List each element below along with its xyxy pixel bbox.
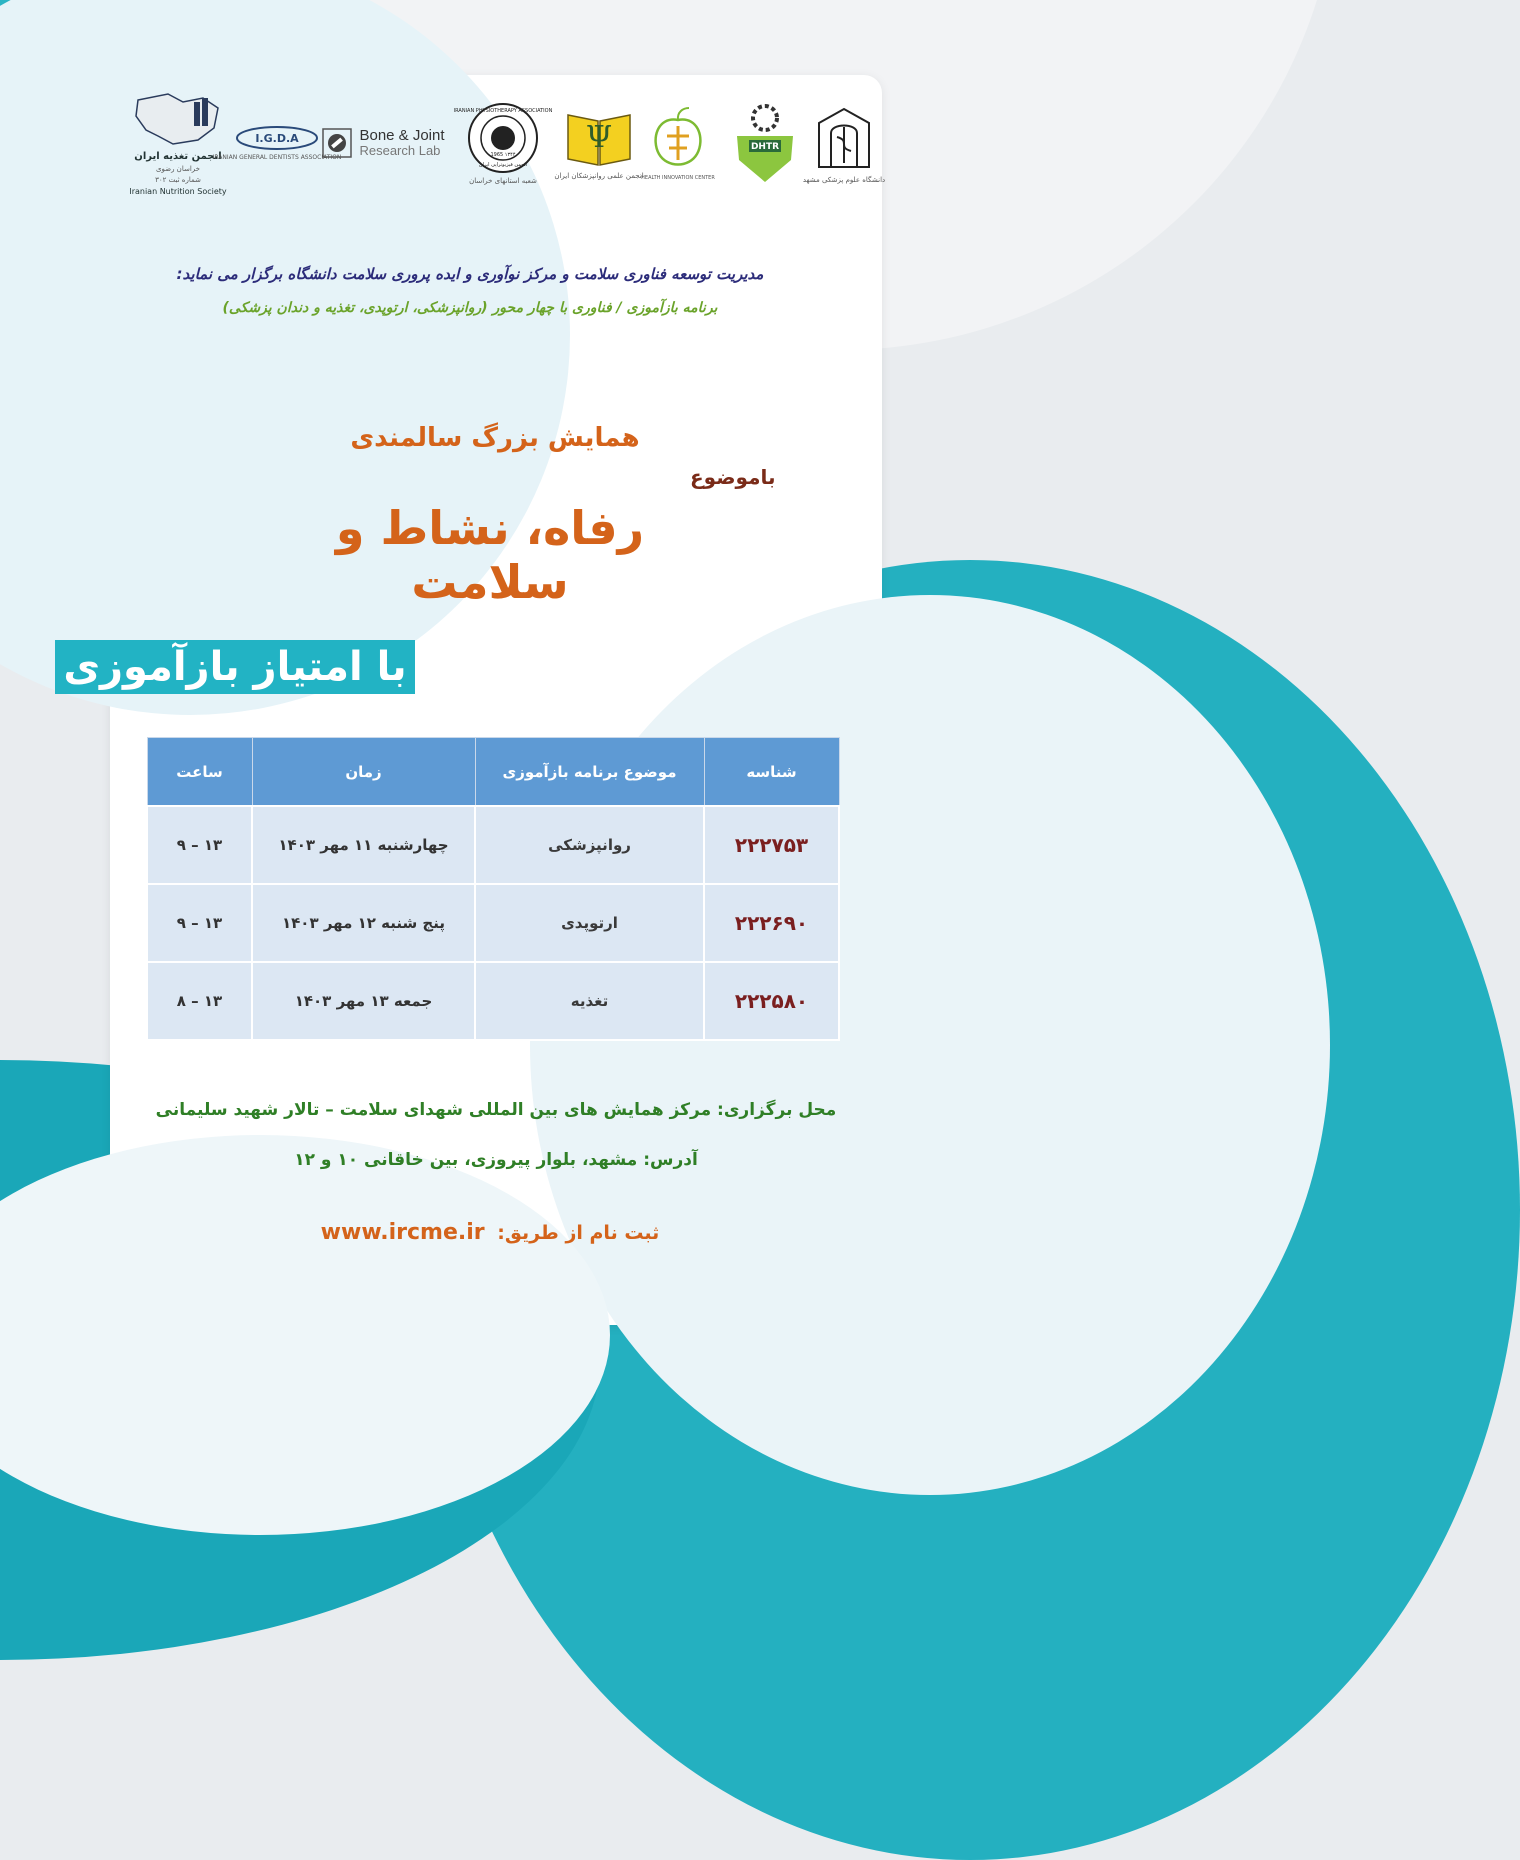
svg-text:1965 ۱۳۴۴: 1965 ۱۳۴۴ xyxy=(490,151,516,158)
logo-caption: HEALTH INNOVATION CENTER xyxy=(641,174,715,181)
venue-address: آدرس: مشهد، بلوار پیروزی، بین خاقانی ۱۰ و ۱۲ xyxy=(294,1150,698,1170)
physiotherapy-seal-icon xyxy=(453,102,553,174)
svg-text:IRANIAN PHYSIOTHERAPY ASSOCIAT: IRANIAN PHYSIOTHERAPY ASSOCIATION xyxy=(453,107,553,114)
cell-time: ۱۳ – ۹ xyxy=(147,884,252,962)
registration-link[interactable]: www.ircme.ir xyxy=(320,1220,485,1245)
event-theme: رفاه، نشاط و سلامت xyxy=(335,501,645,609)
cell-date: جمعه ۱۳ مهر ۱۴۰۳ xyxy=(252,962,475,1040)
table-row xyxy=(147,884,839,962)
topic-label: باموضوع xyxy=(690,465,776,489)
logo-caption: انجمن علمی روانپزشکان ایران xyxy=(554,171,644,180)
psi-book-icon xyxy=(564,107,634,169)
event-title: همایش بزرگ سالمندی xyxy=(350,423,640,453)
bone-icon xyxy=(321,127,353,159)
poster-card xyxy=(63,75,886,1325)
apple-tree-icon xyxy=(645,106,711,172)
university-emblem-icon xyxy=(811,103,877,173)
column-header-date: زمان xyxy=(252,738,475,807)
logo-caption: Bone & Joint xyxy=(359,127,445,144)
psychiatric-association-logo xyxy=(554,93,644,193)
organizer-statement: مدیریت توسعه فناوری سلامت و مرکز نوآوری و ایده پروری سلامت دانشگاه برگزار می نماید: xyxy=(176,265,764,283)
cell-date: چهارشنبه ۱۱ مهر ۱۴۰۳ xyxy=(252,806,475,884)
column-header-time: ساعت xyxy=(147,738,252,807)
logo-caption: IRANIAN GENERAL DENTISTS ASSOCIATION xyxy=(212,154,342,161)
physiotherapy-association-logo xyxy=(453,93,553,193)
venue-location: محل برگزاری: مرکز همایش های بین المللی شهدای سلامت – تالار شهید سلیمانی xyxy=(155,1100,837,1120)
sponsor-logos xyxy=(110,93,886,203)
svg-text:I.G.D.A: I.G.D.A xyxy=(255,132,299,145)
bone-joint-lab-logo xyxy=(320,93,446,193)
igda-logo xyxy=(212,93,342,193)
logo-caption: Research Lab xyxy=(359,143,441,158)
svg-text:انجمن فیزیوتراپی ایران: انجمن فیزیوتراپی ایران xyxy=(478,161,528,168)
svg-text:DHTR: DHTR xyxy=(750,142,780,152)
logo-caption: Iranian Nutrition Society xyxy=(129,187,227,196)
cell-code: ۲۲۲۵۸۰ xyxy=(704,962,839,1040)
mashhad-university-logo xyxy=(802,93,886,193)
cell-code: ۲۲۲۶۹۰ xyxy=(704,884,839,962)
svg-text:Ψ: Ψ xyxy=(585,119,613,155)
cell-topic: ارتوپدی xyxy=(475,884,704,962)
logo-caption: خراسان رضوی xyxy=(156,165,200,173)
registration-line xyxy=(270,1220,710,1245)
health-innovation-center-logo xyxy=(640,93,716,193)
card-wash xyxy=(530,595,1330,1495)
cell-time: ۱۳ – ۹ xyxy=(147,806,252,884)
schedule-table xyxy=(146,737,840,1041)
igda-ellipse-icon xyxy=(235,125,319,151)
table-row xyxy=(147,962,839,1040)
iran-map-icon xyxy=(128,90,228,148)
cell-topic: تغذیه xyxy=(475,962,704,1040)
dhtr-gear-icon xyxy=(733,102,797,184)
logo-caption: انجمن تغذیه ایران xyxy=(134,151,222,162)
table-header-row xyxy=(147,738,839,807)
retraining-credit-banner: با امتیاز بازآموزی xyxy=(55,640,415,694)
cell-time: ۱۳ – ۸ xyxy=(147,962,252,1040)
cell-date: پنج شنبه ۱۲ مهر ۱۴۰۳ xyxy=(252,884,475,962)
registration-label: ثبت نام از طریق: xyxy=(497,1222,660,1244)
cell-topic: روانپزشکی xyxy=(475,806,704,884)
logo-caption: شماره ثبت ۳۰۲ xyxy=(155,176,201,184)
dhtr-logo xyxy=(728,93,802,193)
table-row xyxy=(147,806,839,884)
logo-caption: شعبه استانهای خراسان xyxy=(469,176,537,185)
program-description: برنامه بازآموزی / فناوری با چهار محور (روانپزشکی، ارتوپدی، تغذیه و دندان پزشکی) xyxy=(222,300,718,316)
iranian-nutrition-society-logo xyxy=(122,93,234,196)
column-header-topic: موضوع برنامه بازآموزی xyxy=(475,738,704,807)
column-header-code: شناسه xyxy=(704,738,839,807)
logo-caption: دانشگاه علوم پزشکی مشهد xyxy=(802,175,886,184)
cell-code: ۲۲۲۷۵۳ xyxy=(704,806,839,884)
